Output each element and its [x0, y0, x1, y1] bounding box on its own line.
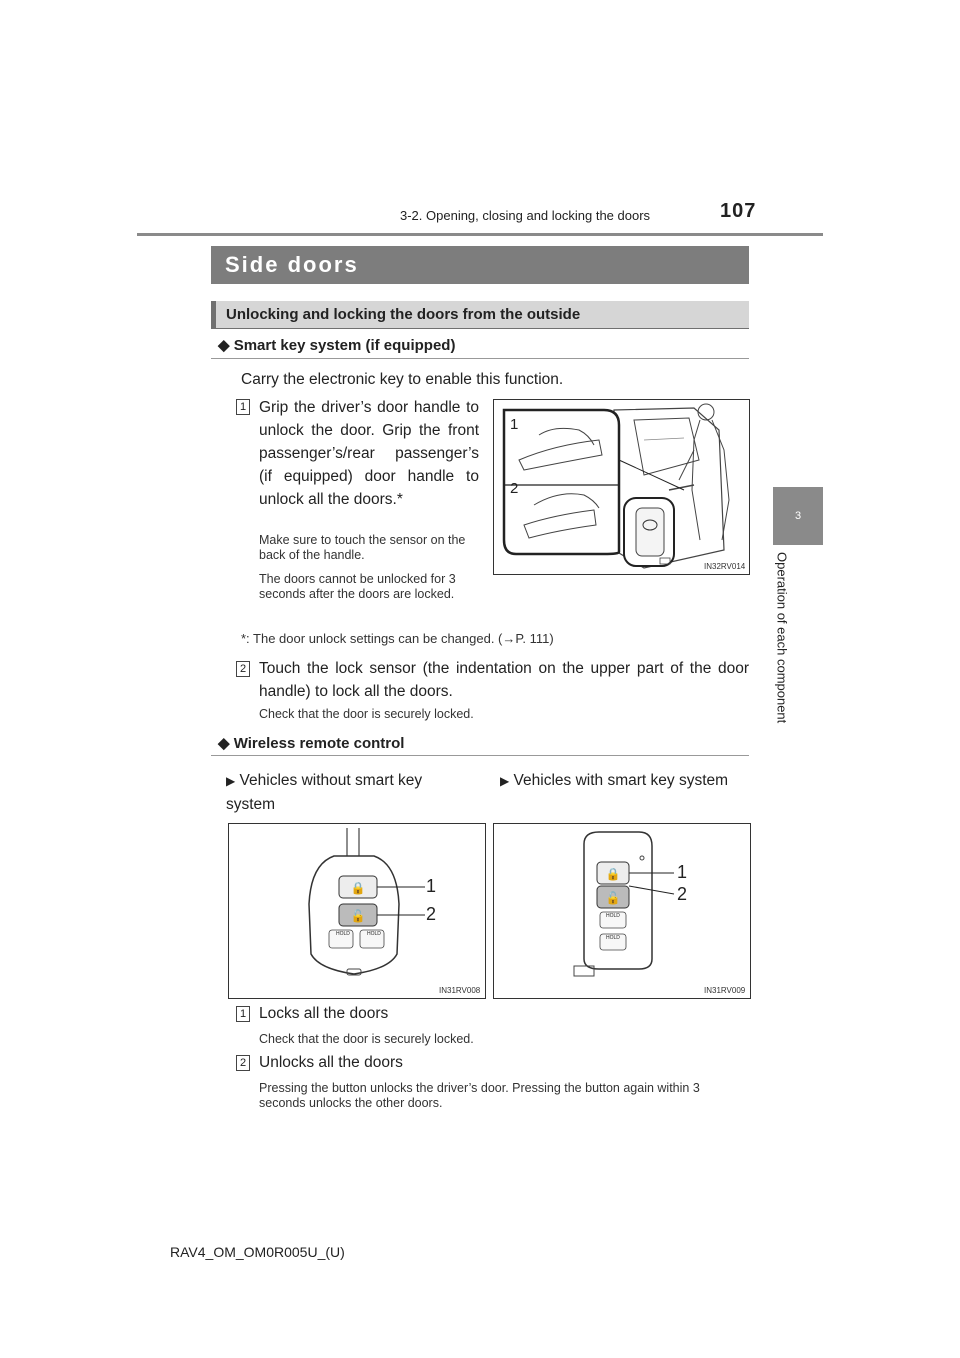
step2-note: Check that the door is securely locked.: [259, 707, 474, 721]
chapter-label: Operation of each component: [774, 552, 790, 724]
hold-label: HOLD: [606, 913, 620, 919]
svg-text:🔓: 🔓: [350, 909, 366, 923]
smart-key-figure: [493, 823, 751, 999]
item2-text: Unlocks all the doors: [259, 1054, 403, 1071]
remote-key-illustration: [229, 824, 485, 998]
divider: [211, 755, 749, 756]
item1-note: Check that the door is securely locked.: [259, 1032, 474, 1046]
figure-code: IN31RV008: [439, 986, 481, 995]
smart-key-heading: [218, 336, 455, 354]
step1-text: Grip the driver’s door handle to unlock the door. Grip the front passenger’s/rear passenger’s (if equipped) door handle to unlock all the doors.*: [259, 399, 479, 508]
chapter-number: 3: [794, 510, 802, 522]
column-label-smart-key: [500, 769, 740, 793]
step2-text: Touch the lock sensor (the indentation on the upper part of the door handle) to lock all the doors.: [259, 660, 749, 700]
hold-label: HOLD: [367, 931, 381, 937]
remote-key-figure: [228, 823, 486, 999]
step1-note1: Make sure to touch the sensor on the back of the handle.: [259, 533, 466, 562]
wireless-heading: [218, 734, 404, 752]
item-number: 1: [236, 1006, 250, 1022]
figure-callout-1: 1: [510, 416, 519, 433]
svg-text:🔒: 🔒: [605, 867, 621, 881]
hold-label: HOLD: [606, 935, 620, 941]
step-number: 1: [236, 399, 250, 415]
footnote: *: The door unlock settings can be changed. (→P. 111): [241, 631, 554, 646]
figure-code: IN31RV009: [704, 986, 746, 995]
divider: [211, 358, 749, 359]
triangle-bullet-icon: ▶: [500, 774, 510, 788]
door-handle-figure: [493, 399, 750, 575]
smart-key-illustration: [494, 824, 750, 998]
chapter-tab: [773, 487, 823, 545]
figure-callout-1: 1: [426, 876, 437, 896]
svg-text:🔒: 🔒: [350, 881, 366, 895]
figure-callout-1: 1: [677, 862, 688, 882]
item-number: 2: [236, 1055, 250, 1071]
figure-callout-2: 2: [677, 884, 688, 904]
door-handle-illustration: [494, 400, 749, 574]
diamond-icon: ◆: [218, 735, 230, 752]
item1-text: Locks all the doors: [259, 1005, 389, 1022]
column-label-no-smart-key: [226, 769, 466, 816]
document-code: RAV4_OM_OM0R005U_(U): [170, 1244, 345, 1260]
hold-label: HOLD: [336, 931, 350, 937]
diamond-icon: ◆: [218, 337, 230, 354]
triangle-bullet-icon: ▶: [226, 774, 236, 788]
figure-callout-2: 2: [510, 480, 519, 497]
smart-key-intro: Carry the electronic key to enable this function.: [241, 371, 564, 388]
smart-key-heading-text: Smart key system (if equipped): [233, 337, 456, 354]
section-title: 3-2. Opening, closing and locking the doors: [400, 208, 651, 223]
item2-note: Pressing the button unlocks the driver’s door. Pressing the button again within 3 seconds unlocks the other doors.: [259, 1081, 700, 1110]
wireless-heading-text: Wireless remote control: [233, 735, 405, 752]
subsection-title: Unlocking and locking the doors from the outside: [211, 301, 749, 329]
figure-code: IN32RV014: [704, 562, 746, 571]
column-label-text: Vehicles without smart key system: [226, 772, 423, 813]
header-divider: [137, 233, 823, 236]
page-title: Side doors: [211, 246, 749, 284]
figure-callout-2: 2: [426, 904, 437, 924]
svg-text:🔓: 🔓: [605, 891, 621, 905]
column-label-text: Vehicles with smart key system: [513, 772, 729, 789]
page-number: 107: [720, 200, 757, 222]
step-number: 2: [236, 661, 250, 677]
step1-note2: The doors cannot be unlocked for 3 seconds after the doors are locked.: [259, 572, 456, 601]
